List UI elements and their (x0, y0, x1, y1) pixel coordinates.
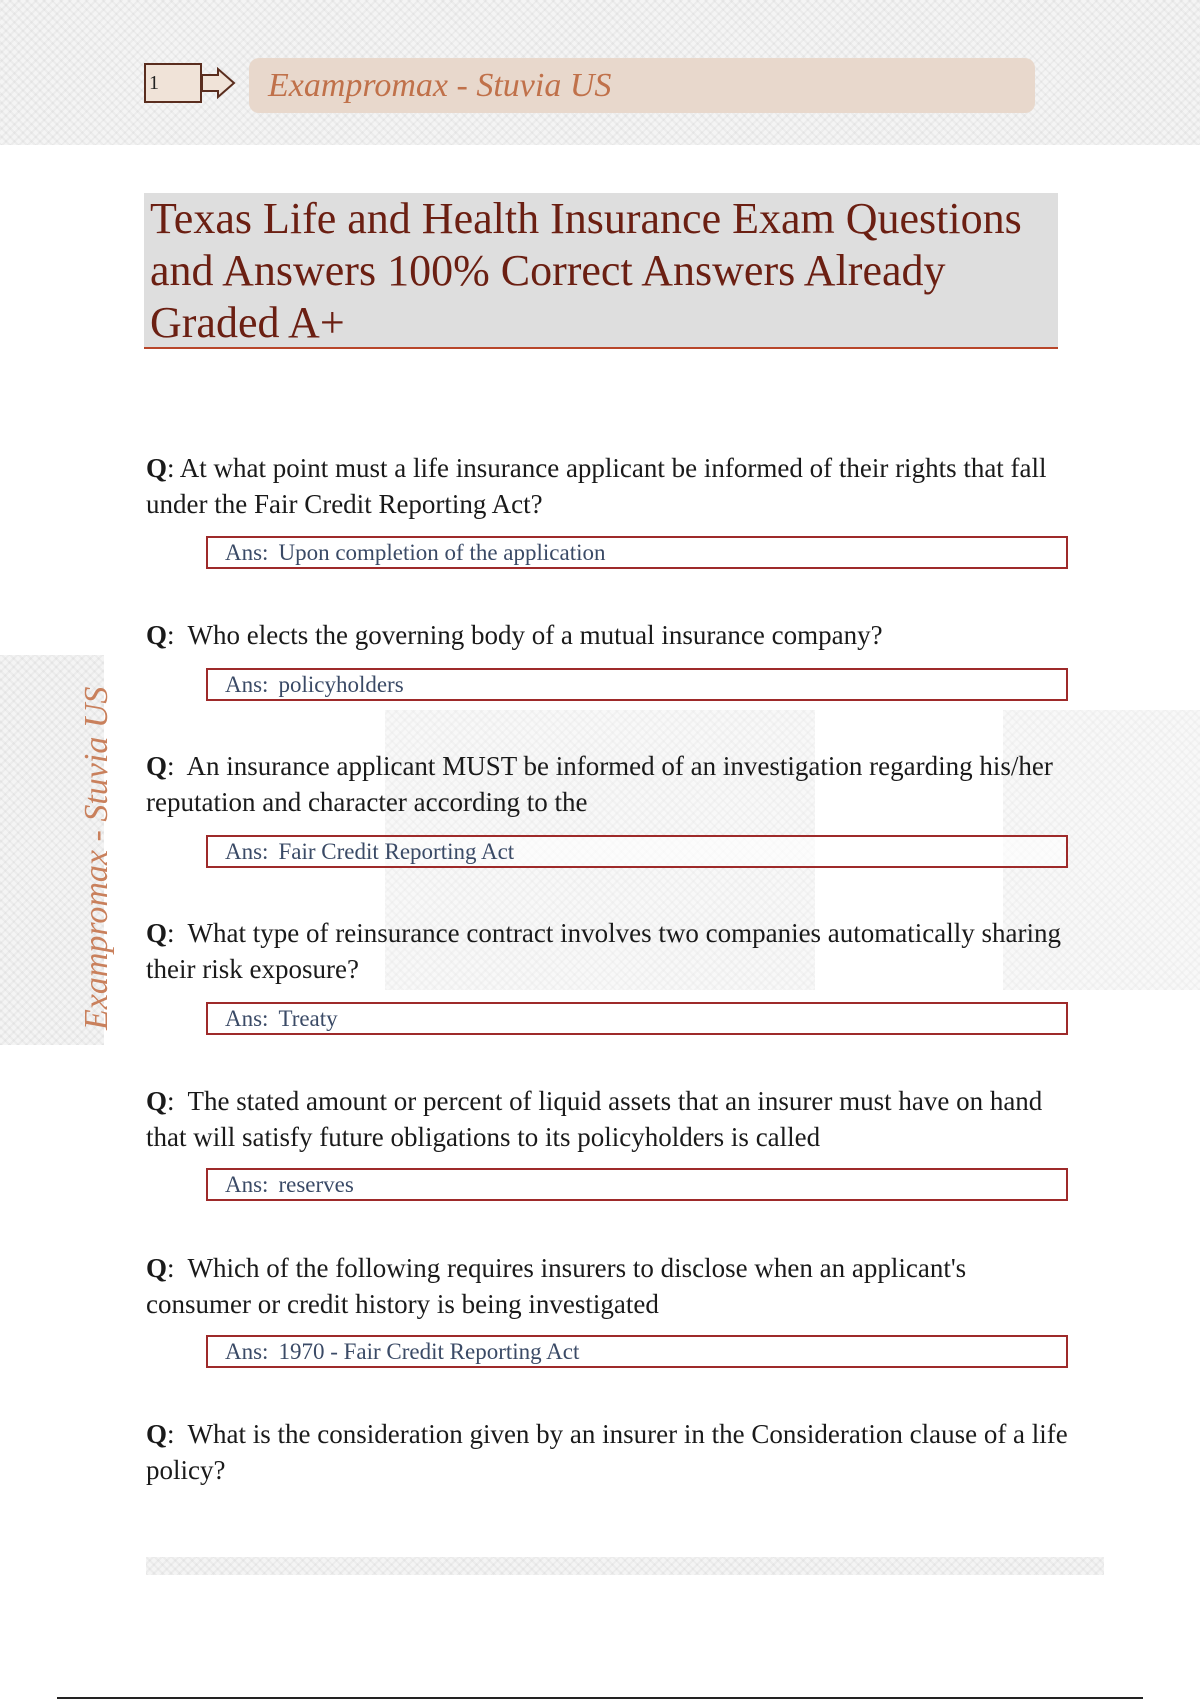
header-brand: Exampromax - Stuvia US (268, 67, 612, 104)
question-block (146, 450, 1076, 522)
answer-text: Upon completion of the application (278, 540, 606, 565)
answer-box (206, 1335, 1068, 1368)
question-text: Q: The stated amount or percent of liquid assets that an insurer must have on hand that will satisfy future obligations to its policyholders is called (146, 1086, 1043, 1152)
answer-label: Ans: (225, 1172, 269, 1197)
question-block (146, 1250, 1076, 1322)
document-title: Texas Life and Health Insurance Exam Questions and Answers 100% Correct Answers Already Graded A+ (150, 194, 1022, 347)
answer-text: policyholders (278, 672, 404, 697)
question-text: Q: An insurance applicant MUST be informed of an investigation regarding his/her reputation and character according to the (146, 751, 1053, 817)
question-block (146, 617, 1076, 653)
side-watermark: Exampromax - Stuvia US (78, 686, 115, 1030)
question-text: Q: What is the consideration given by an insurer in the Consideration clause of a life policy? (146, 1419, 1068, 1485)
question-block (146, 1416, 1076, 1488)
page-number: 1 (144, 63, 202, 103)
question-block (146, 748, 1076, 820)
answer-label: Ans: (225, 1339, 269, 1364)
footer-hatch (146, 1557, 1104, 1575)
answer-text: 1970 - Fair Credit Reporting Act (278, 1339, 580, 1364)
question-text: Q: At what point must a life insurance applicant be informed of their rights that fall under the Fair Credit Reporting Act? (146, 453, 1047, 519)
answer-box (206, 835, 1068, 868)
question-block (146, 1083, 1076, 1155)
question-text: Q: What type of reinsurance contract involves two companies automatically sharing their risk exposure? (146, 918, 1061, 984)
question-text: Q: Which of the following requires insurers to disclose when an applicant's consumer or credit history is being investigated (146, 1253, 967, 1319)
answer-label: Ans: (225, 1006, 269, 1031)
answer-text: Treaty (278, 1006, 338, 1031)
title-box (144, 193, 1058, 349)
question-text: Q: Who elects the governing body of a mutual insurance company? (146, 620, 883, 650)
footer-rule (57, 1697, 1143, 1699)
answer-text: reserves (278, 1172, 354, 1197)
answer-label: Ans: (225, 839, 269, 864)
answer-label: Ans: (225, 672, 269, 697)
arrow-icon (200, 67, 236, 99)
answer-box (206, 1168, 1068, 1201)
answer-text: Fair Credit Reporting Act (278, 839, 515, 864)
answer-box (206, 536, 1068, 569)
answer-label: Ans: (225, 540, 269, 565)
answer-box (206, 1002, 1068, 1035)
answer-box (206, 668, 1068, 701)
question-block (146, 915, 1076, 987)
